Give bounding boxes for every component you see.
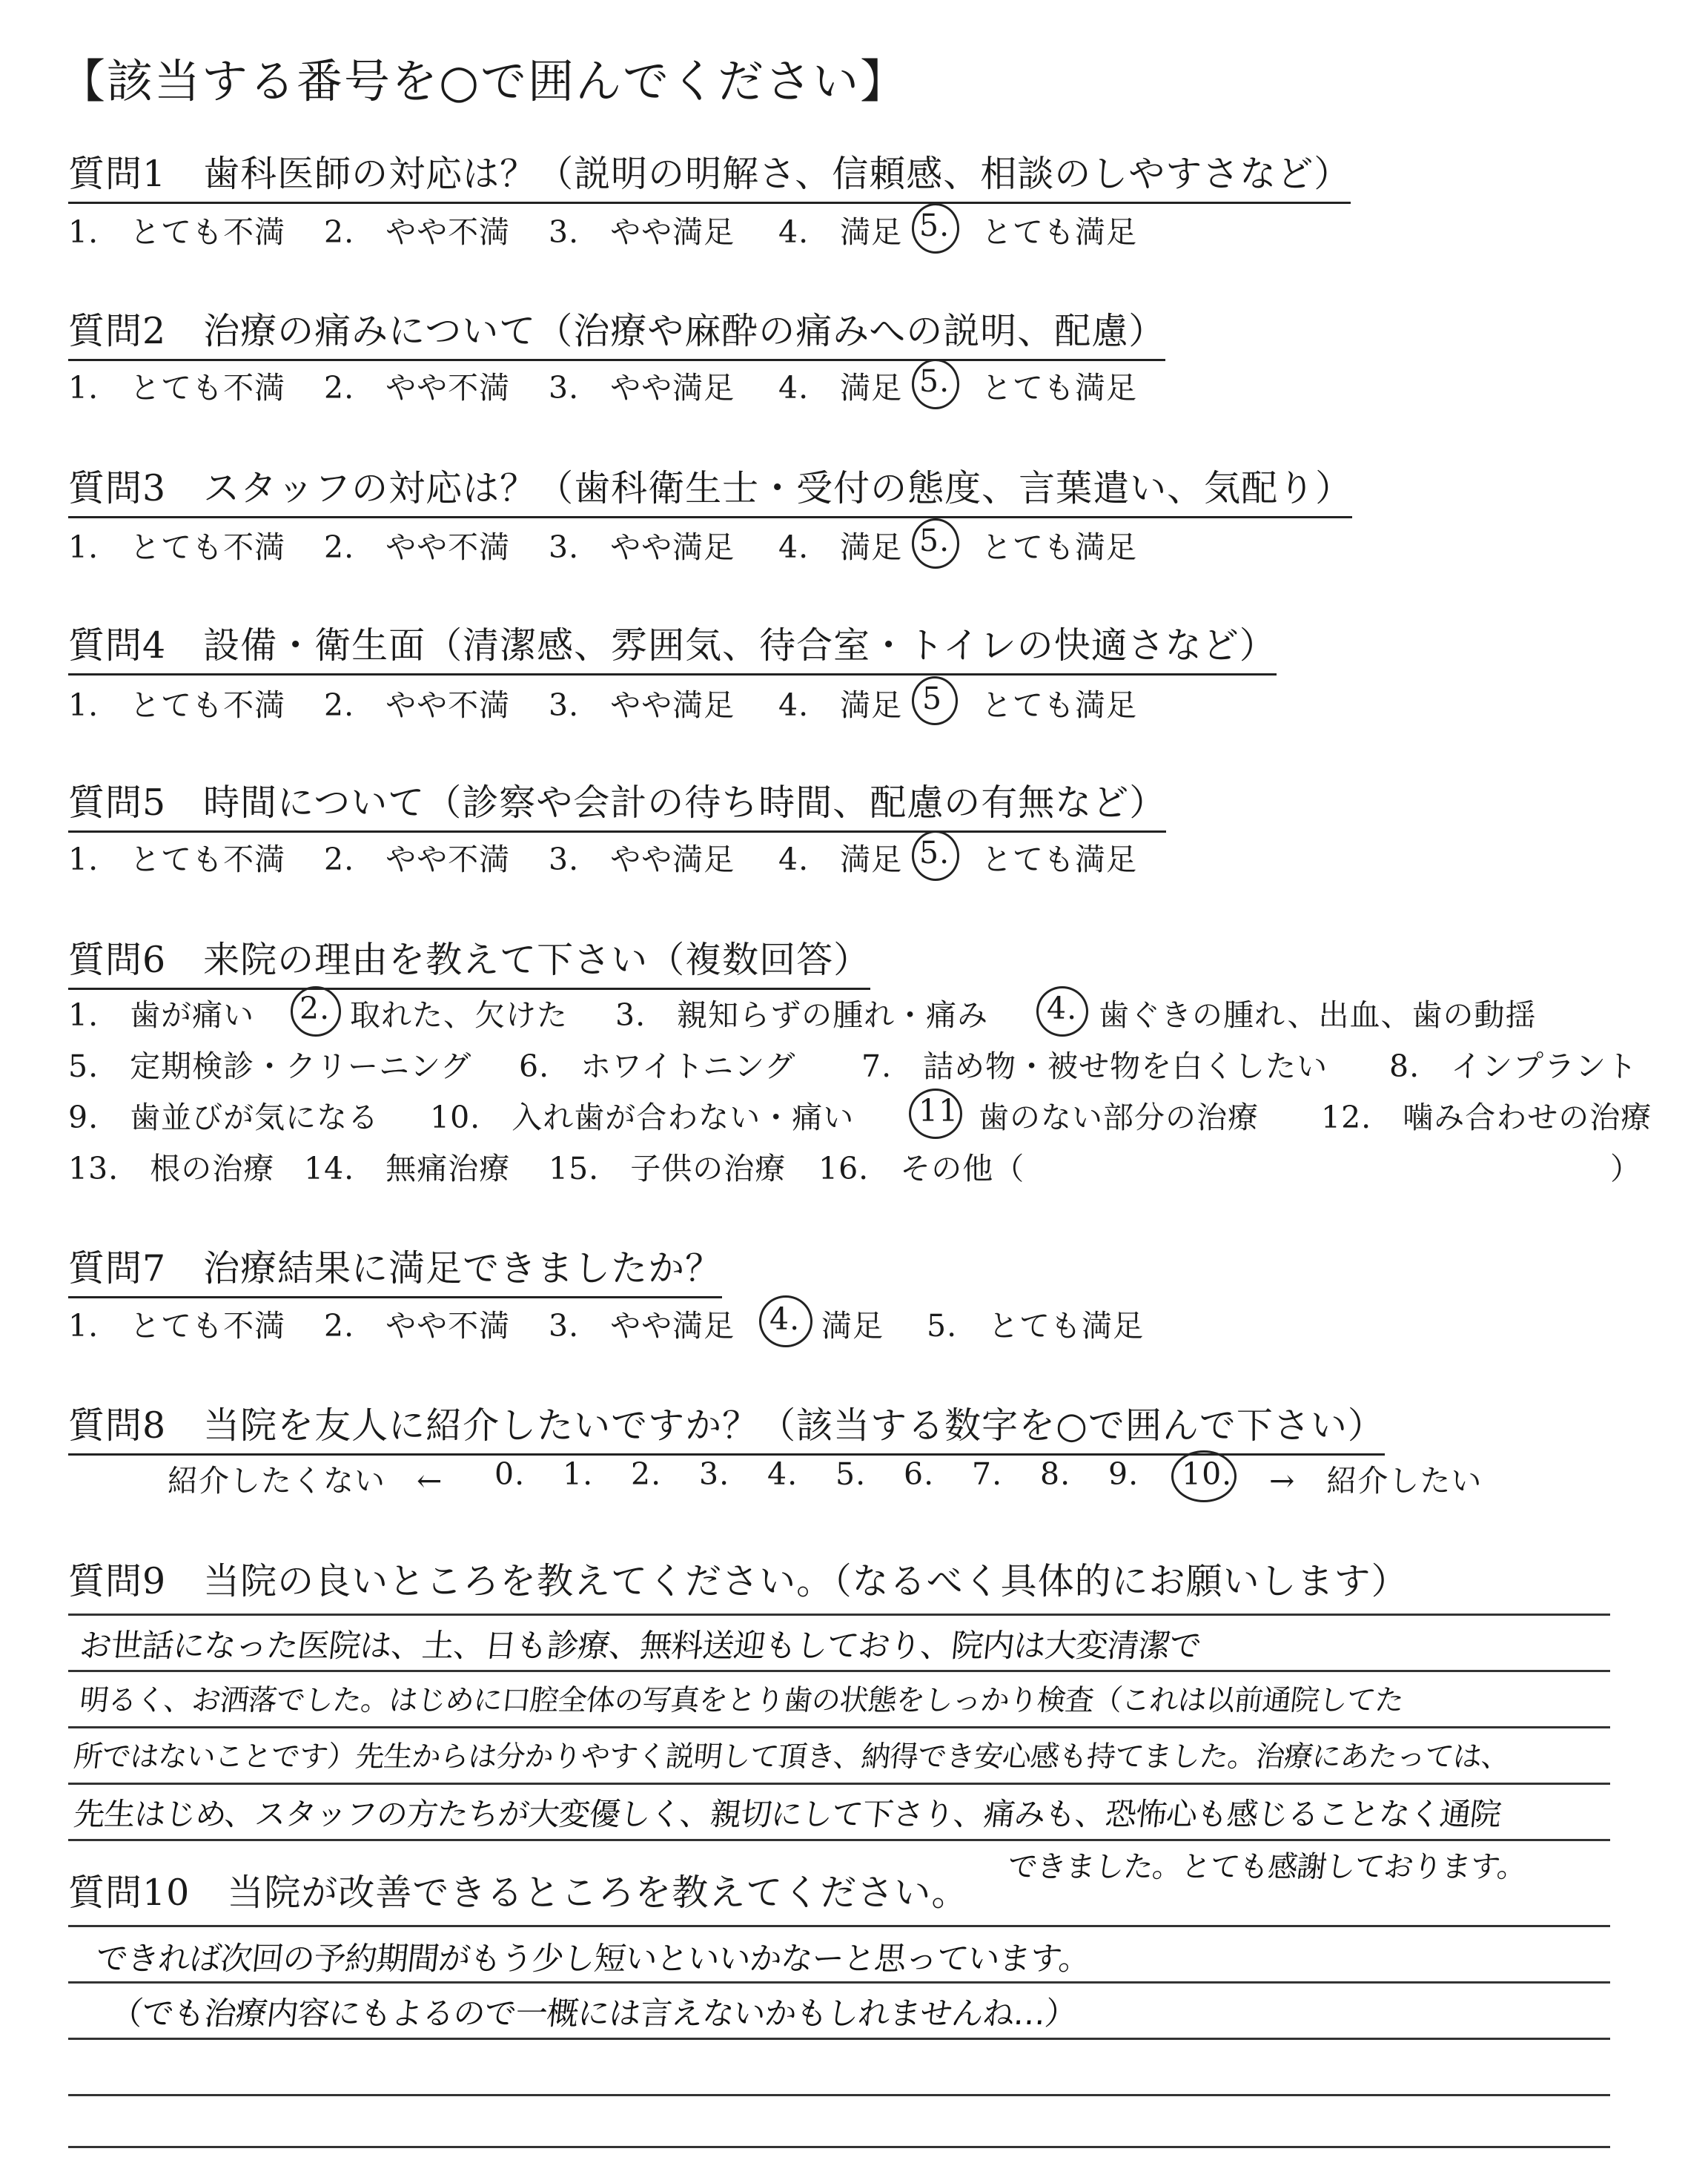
- q3-option-5-number[interactable]: 5.: [919, 523, 950, 558]
- q4-option-5-number[interactable]: 5: [922, 681, 943, 716]
- question-6-row-2: [68, 1042, 1684, 1086]
- q1-option-2[interactable]: 2. やや不満: [324, 214, 511, 250]
- q6-option-2-number[interactable]: 2.: [299, 991, 331, 1026]
- q3-option-2[interactable]: 2. やや不満: [324, 529, 511, 565]
- question-7-options: [68, 1301, 1328, 1346]
- q9-answer-line-5: [68, 1839, 1610, 1841]
- question-2-options: [68, 363, 1328, 408]
- q4-option-2[interactable]: 2. やや不満: [324, 687, 511, 723]
- question-5-options: [68, 835, 1328, 879]
- q8-option-3[interactable]: 3.: [699, 1456, 730, 1492]
- q7-option-4-number[interactable]: 4.: [769, 1301, 801, 1337]
- q8-scale-left-label: 紹介したくない ←: [168, 1463, 443, 1499]
- q6-selected-circle-11: [909, 1089, 962, 1139]
- question-8-title: 質問8 当院を友人に紹介したいですか？（該当する数字を○で囲んで下さい）: [68, 1397, 1385, 1456]
- q7-option-3[interactable]: 3. やや満足: [549, 1308, 735, 1344]
- q6-option-6[interactable]: 6. ホワイトニング: [519, 1048, 796, 1084]
- q5-option-1[interactable]: 1. とても不満: [68, 842, 286, 877]
- question-1-title: 質問1 歯科医師の対応は？（説明の明解さ、信頼感、相談のしやすさなど）: [68, 145, 1351, 204]
- q4-option-1[interactable]: 1. とても不満: [68, 687, 286, 723]
- q10-answer-line-1: [68, 1925, 1610, 1927]
- q9-answer-line-2: [68, 1670, 1610, 1672]
- q8-option-0[interactable]: 0.: [494, 1456, 526, 1492]
- q2-option-3[interactable]: 3. やや満足: [549, 370, 735, 406]
- q6-option-12[interactable]: 12. 噛み合わせの治療: [1321, 1100, 1652, 1135]
- q10-answer-line-3: [68, 2038, 1610, 2040]
- question-7-title: 質問7 治療結果に満足できましたか？: [68, 1240, 722, 1298]
- q6-option-16[interactable]: 16. その他（: [818, 1151, 1025, 1186]
- q8-option-6[interactable]: 6.: [904, 1456, 935, 1492]
- q4-option-4[interactable]: 4. 満足: [778, 687, 903, 723]
- q8-option-7[interactable]: 7.: [972, 1456, 1003, 1492]
- q6-option-7[interactable]: 7. 詰め物・被せ物を白くしたい: [861, 1048, 1328, 1084]
- q2-option-5-label[interactable]: とても満足: [982, 370, 1137, 406]
- q3-option-1[interactable]: 1. とても不満: [68, 529, 286, 565]
- q4-option-3[interactable]: 3. やや満足: [549, 687, 735, 723]
- question-6-title: 質問6 来院の理由を教えて下さい（複数回答）: [68, 931, 870, 990]
- q8-option-2[interactable]: 2.: [631, 1456, 662, 1492]
- q7-selected-circle: [759, 1295, 812, 1347]
- q5-option-5-label[interactable]: とても満足: [982, 842, 1137, 877]
- q6-selected-circle-2: [291, 986, 341, 1037]
- q10-answer-text-line-2: （でも治療内容にもよるので一概には言えないかもしれませんね…）: [109, 1995, 1079, 2032]
- question-9-title: 質問9 当院の良いところを教えてください。（なるべく具体的にお願いします）: [68, 1560, 1409, 1602]
- q8-option-10[interactable]: 10.: [1182, 1456, 1233, 1492]
- q10-answer-line-2: [68, 1981, 1610, 1984]
- q3-option-3[interactable]: 3. やや満足: [549, 529, 735, 565]
- q3-option-4[interactable]: 4. 満足: [778, 529, 903, 565]
- q9-answer-text-line-2: 明るく、お洒落でした。はじめに口腔全体の写真をとり歯の状態をしっかり検査（これは以前通院してた: [78, 1684, 1406, 1717]
- q3-selected-circle: [912, 518, 959, 569]
- q6-option-3[interactable]: 3. 親知らずの腫れ・痛み: [615, 997, 989, 1033]
- q1-option-3[interactable]: 3. やや満足: [549, 214, 735, 250]
- q7-option-1[interactable]: 1. とても不満: [68, 1308, 286, 1344]
- q10-answer-line-4: [68, 2094, 1610, 2096]
- q1-selected-circle: [912, 203, 959, 254]
- question-10-title: 質問10 当院が改善できるところを教えてください。: [68, 1872, 969, 1914]
- q7-option-4-label[interactable]: 満足: [821, 1308, 884, 1344]
- q6-option-1[interactable]: 1. 歯が痛い: [68, 997, 255, 1033]
- q4-selected-circle: [912, 676, 958, 725]
- q7-option-5[interactable]: 5. とても満足: [927, 1308, 1145, 1344]
- q10-answer-text-line-1: できれば次回の予約期間がもう少し短いといいかなーと思っています。: [94, 1941, 1092, 1978]
- q6-option-16-close: ）: [1610, 1151, 1641, 1186]
- q5-option-2[interactable]: 2. やや不満: [324, 842, 511, 877]
- q6-selected-circle-4: [1036, 986, 1088, 1037]
- q6-option-11-number[interactable]: 11: [918, 1093, 959, 1129]
- q1-option-4[interactable]: 4. 満足: [778, 214, 903, 250]
- q2-option-5-number[interactable]: 5.: [919, 363, 950, 399]
- q2-option-2[interactable]: 2. やや不満: [324, 370, 511, 406]
- q6-option-9[interactable]: 9. 歯並びが気になる: [68, 1100, 380, 1135]
- q6-option-8[interactable]: 8. インプラント: [1389, 1048, 1638, 1084]
- q1-option-5-label[interactable]: とても満足: [982, 214, 1137, 250]
- question-3-options: [68, 523, 1328, 567]
- q6-option-4-label[interactable]: 歯ぐきの腫れ、出血、歯の動揺: [1099, 997, 1537, 1033]
- q1-option-1[interactable]: 1. とても不満: [68, 214, 286, 250]
- instruction-header: 【該当する番号を○で囲んでください】: [59, 54, 908, 108]
- q6-option-5[interactable]: 5. 定期検診・クリーニング: [68, 1048, 472, 1084]
- q9-answer-line-1: [68, 1614, 1610, 1616]
- question-8-scale: [68, 1456, 1625, 1501]
- q6-option-4-number[interactable]: 4.: [1047, 991, 1078, 1026]
- q6-option-11-label[interactable]: 歯のない部分の治療: [979, 1100, 1259, 1135]
- q2-option-4[interactable]: 4. 満足: [778, 370, 903, 406]
- q10-answer-line-5: [68, 2146, 1610, 2148]
- q5-selected-circle: [912, 830, 959, 881]
- q8-option-4[interactable]: 4.: [767, 1456, 798, 1492]
- q8-selected-circle: [1171, 1450, 1237, 1502]
- q9-answer-text-line-4: 先生はじめ、スタッフの方たちが大変優しく、親切にして下さり、痛みも、恐怖心も感じることなく通院: [72, 1796, 1503, 1832]
- q2-selected-circle: [912, 359, 959, 409]
- q9-answer-line-3: [68, 1726, 1610, 1728]
- q9-answer-text-line-5: できました。とても感謝しております。: [1006, 1850, 1528, 1884]
- q7-option-2[interactable]: 2. やや不満: [324, 1308, 511, 1344]
- question-6-row-4: [68, 1144, 1684, 1189]
- q4-option-5-label[interactable]: とても満足: [982, 687, 1137, 723]
- q5-option-5-number[interactable]: 5.: [919, 835, 950, 871]
- q9-answer-line-4: [68, 1783, 1610, 1785]
- q6-option-14[interactable]: 14. 無痛治療: [304, 1151, 511, 1186]
- q8-scale-right-label: → 紹介したい: [1269, 1463, 1483, 1499]
- question-6-row-1: [68, 991, 1684, 1035]
- q2-option-1[interactable]: 1. とても不満: [68, 370, 286, 406]
- q8-option-9[interactable]: 9.: [1108, 1456, 1139, 1492]
- question-4-title: 質問4 設備・衛生面（清潔感、雰囲気、待合室・トイレの快適さなど）: [68, 617, 1277, 676]
- q1-option-5-number[interactable]: 5.: [919, 208, 950, 243]
- q9-answer-text-line-3: 所ではないことです）先生からは分かりやすく説明して頂き、納得でき安心感も持てました。治療にあたっては、: [72, 1740, 1512, 1774]
- question-6-row-3: [68, 1093, 1684, 1137]
- question-2-title: 質問2 治療の痛みについて（治療や麻酔の痛みへの説明、配慮）: [68, 303, 1165, 361]
- question-5-title: 質問5 時間について（診察や会計の待ち時間、配慮の有無など）: [68, 774, 1166, 833]
- q5-option-4[interactable]: 4. 満足: [778, 842, 903, 877]
- q5-option-3[interactable]: 3. やや満足: [549, 842, 735, 877]
- question-4-options: [68, 681, 1328, 725]
- q6-option-10[interactable]: 10. 入れ歯が合わない・痛い: [430, 1100, 855, 1135]
- q8-option-8[interactable]: 8.: [1040, 1456, 1071, 1492]
- q9-answer-text-line-1: お世話になった医院は、土、日も診療、無料送迎もしており、院内は大変清潔で: [78, 1628, 1203, 1665]
- q6-option-2-label[interactable]: 取れた、欠けた: [350, 997, 568, 1033]
- q8-option-1[interactable]: 1.: [563, 1456, 594, 1492]
- q3-option-5-label[interactable]: とても満足: [982, 529, 1137, 565]
- q6-option-13[interactable]: 13. 根の治療: [68, 1151, 275, 1186]
- q6-option-15[interactable]: 15. 子供の治療: [549, 1151, 787, 1186]
- question-1-options: [68, 208, 1328, 252]
- q8-option-5[interactable]: 5.: [835, 1456, 867, 1492]
- question-3-title: 質問3 スタッフの対応は？（歯科衛生士・受付の態度、言葉遣い、気配り）: [68, 460, 1352, 518]
